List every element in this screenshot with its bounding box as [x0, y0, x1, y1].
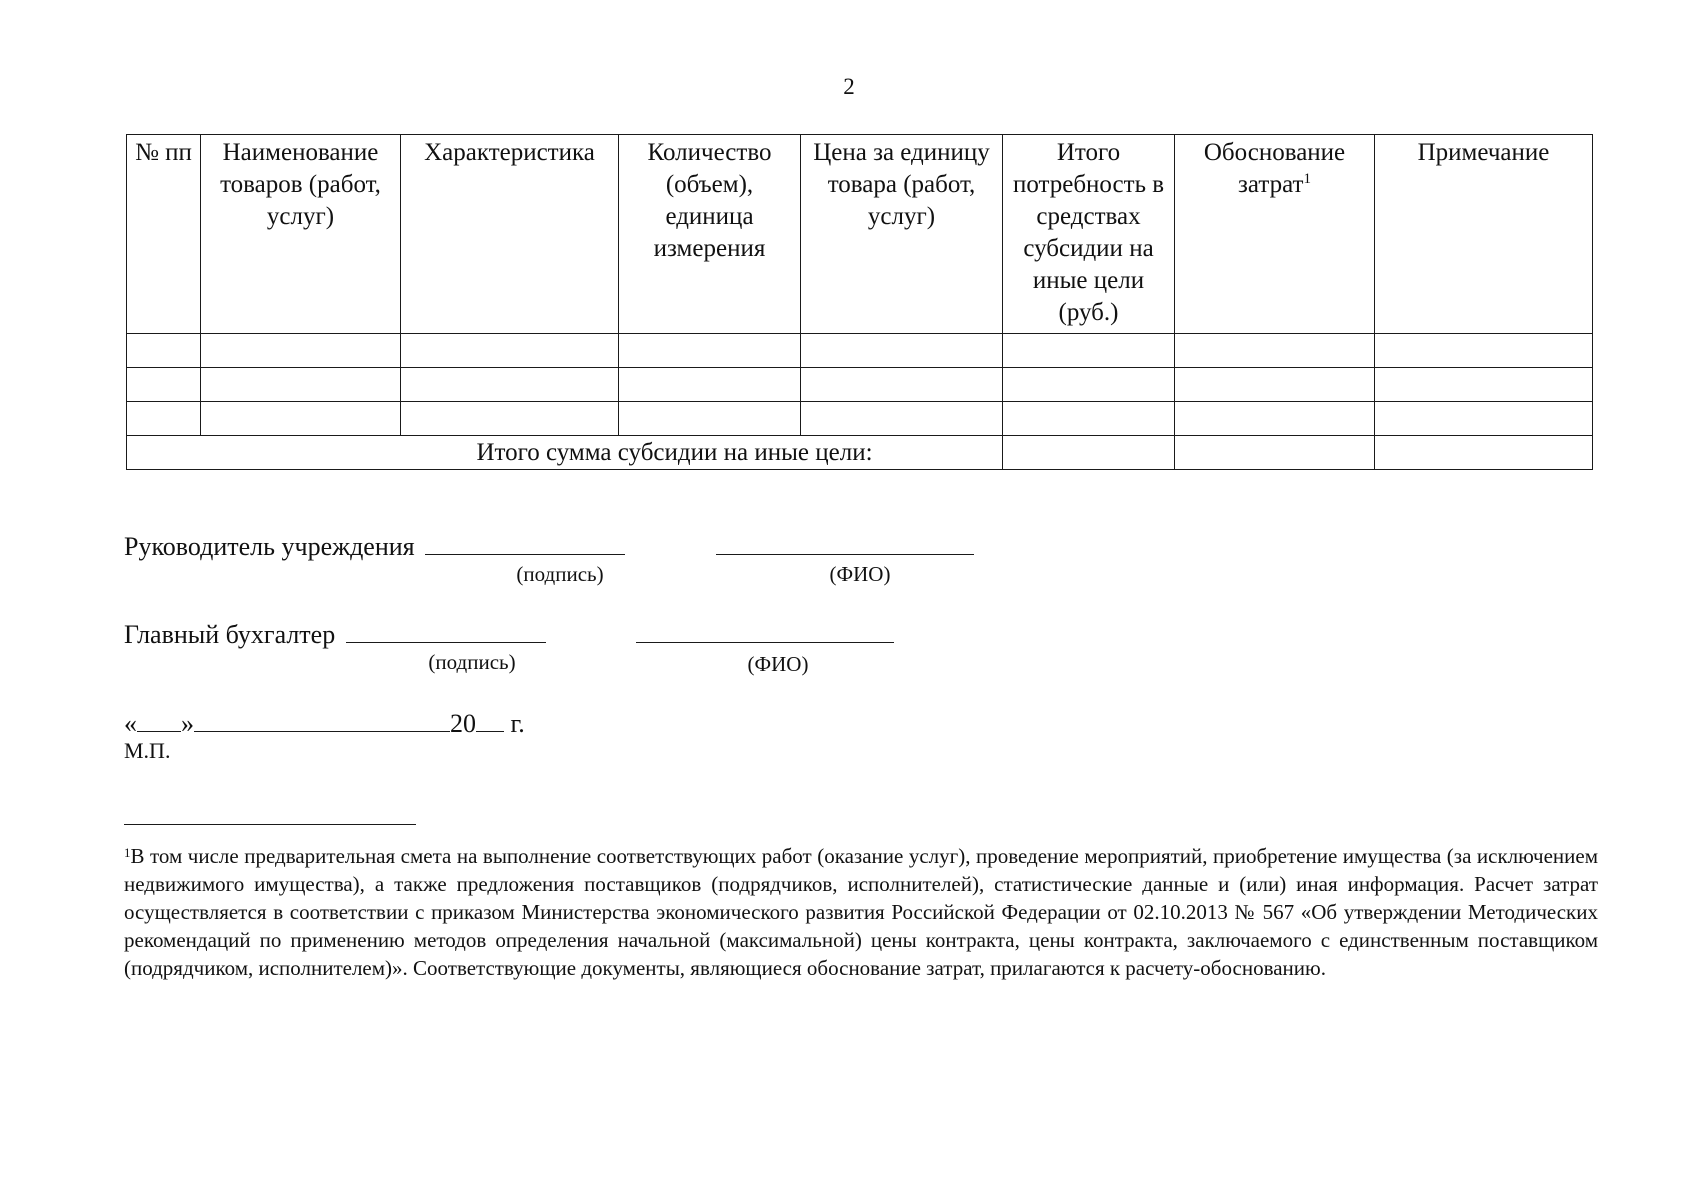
- header-total-need: Итого потребность в средствах субсидии на иные цели (руб.): [1003, 135, 1175, 334]
- header-characteristic: Характеристика: [401, 135, 619, 334]
- total-amount-cell: [1003, 436, 1175, 470]
- header-footnote-mark: 1: [1303, 171, 1311, 187]
- table-cell: [801, 368, 1003, 402]
- table-cell: [1175, 436, 1375, 470]
- accountant-signature-caption: (подпись): [428, 650, 516, 674]
- date-year-prefix: 20: [450, 709, 476, 738]
- table-cell: [1003, 402, 1175, 436]
- accountant-name-line: [636, 616, 894, 643]
- table-cell: [401, 334, 619, 368]
- table-cell: [1003, 334, 1175, 368]
- table-cell: [619, 368, 801, 402]
- head-signature-caption: (подпись): [516, 562, 604, 586]
- footnote-rule: [124, 824, 416, 825]
- head-name-caption: (ФИО): [829, 562, 891, 586]
- footnote-mark: 1: [124, 845, 131, 860]
- date-line: [124, 705, 525, 739]
- date-open-quote: «: [124, 709, 137, 738]
- table-cell: [1003, 368, 1175, 402]
- table-row: [127, 402, 1593, 436]
- date-year-suffix: г.: [510, 709, 525, 738]
- table-cell: [619, 402, 801, 436]
- table-row: [127, 334, 1593, 368]
- header-note: Примечание: [1375, 135, 1593, 334]
- header-justification-label: Обоснование затрат: [1203, 139, 1346, 198]
- accountant-label: Главный бухгалтер: [124, 620, 336, 649]
- footnote: [124, 842, 1598, 982]
- table-cell: [1375, 334, 1593, 368]
- table-cell: [127, 368, 201, 402]
- table-cell: [401, 402, 619, 436]
- accountant-signature-line: [346, 616, 546, 643]
- date-month-line: [194, 705, 450, 732]
- date-close-quote: »: [181, 709, 194, 738]
- date-day-line: [137, 705, 181, 732]
- table-cell: [1175, 402, 1375, 436]
- accountant-signature-row: [124, 616, 894, 650]
- table-header-row: [127, 135, 1593, 334]
- header-number: № пп: [127, 135, 201, 334]
- subsidy-table: [126, 134, 1593, 470]
- table-cell: [1175, 334, 1375, 368]
- header-unit-price: Цена за единицу товара (работ, услуг): [801, 135, 1003, 334]
- table-cell: [1375, 436, 1593, 470]
- head-signature-row: [124, 528, 974, 562]
- table-row: [127, 368, 1593, 402]
- table-cell: [127, 334, 201, 368]
- table-cell: [801, 334, 1003, 368]
- table-cell: [1375, 402, 1593, 436]
- table-cell: [127, 402, 201, 436]
- total-label: Итого сумма субсидии на иные цели:: [127, 436, 1003, 470]
- head-name-line: [716, 528, 974, 555]
- head-signature-line: [425, 528, 625, 555]
- head-label: Руководитель учреждения: [124, 532, 415, 561]
- accountant-name-caption: (ФИО): [747, 652, 809, 676]
- seal-label: М.П.: [124, 738, 171, 763]
- date-year-line: [476, 705, 504, 732]
- table-cell: [201, 368, 401, 402]
- table-cell: [619, 334, 801, 368]
- table-cell: [401, 368, 619, 402]
- footnote-text: В том числе предварительная смета на выполнение соответствующих работ (оказание услуг), проведение мероприятий, приобретение имущества (за исключением недвижимого имущества), а также предложения поставщиков (подрядчиков, исполнителей), статистические данные и (или) иная информация. Расчет затрат осуществляется в соответствии с приказом Министерства экономического развития Российской Федерации от 02.10.2013 № 567 «Об утверждении Методических рекомендаций по применению методов определения начальной (максимальной) цены контракта, цены контракта, заключаемого с единственным поставщиком (подрядчиком, исполнителем)». Соответствующие документы, являющиеся обоснование затрат, прилагаются к расчету-обоснованию.: [124, 844, 1598, 980]
- table-cell: [201, 402, 401, 436]
- header-name: Наименование товаров (работ, услуг): [201, 135, 401, 334]
- total-row: [127, 436, 1593, 470]
- table-cell: [801, 402, 1003, 436]
- table-cell: [1175, 368, 1375, 402]
- page-number: 2: [843, 74, 855, 99]
- header-justification: [1175, 135, 1375, 334]
- table-cell: [201, 334, 401, 368]
- table-cell: [1375, 368, 1593, 402]
- header-quantity: Количество (объем), единица измерения: [619, 135, 801, 334]
